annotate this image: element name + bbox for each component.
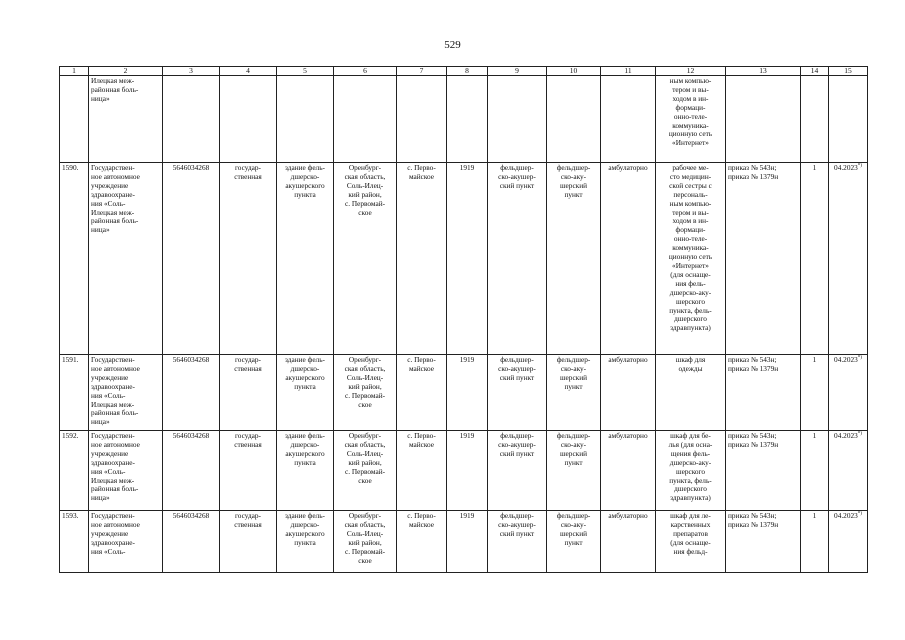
care-form: амбулаторно (608, 355, 648, 364)
settlement: с. Перво- майское (407, 355, 436, 373)
settlement-cell (397, 431, 447, 511)
ownership-form-cell (220, 76, 277, 163)
building-type-cell (277, 355, 334, 431)
building-type-cell (277, 511, 334, 573)
care-form-cell (601, 431, 656, 511)
care-form: амбулаторно (608, 431, 648, 440)
unit-name-cell (547, 76, 601, 163)
date-footnote-mark: *) (857, 355, 862, 361)
settlement: с. Перво- майское (407, 511, 436, 529)
organization-name-cell (89, 511, 163, 573)
settlement-cell (397, 511, 447, 573)
care-form-cell (601, 355, 656, 431)
build-year-cell (447, 76, 488, 163)
building-type-cell (277, 431, 334, 511)
building-type-cell (277, 163, 334, 355)
equipment-name-cell (656, 355, 726, 431)
delivery-date-cell (829, 355, 868, 431)
build-year-cell (447, 163, 488, 355)
column-number: 6 (334, 67, 397, 76)
regulatory-order: приказ № 543н; приказ № 1379н (728, 163, 779, 181)
settlement-cell (397, 355, 447, 431)
unit-name: фельдшер- ско-аку- шерский пункт (556, 431, 591, 467)
care-form-cell (601, 511, 656, 573)
unit-name-cell (547, 511, 601, 573)
address: Оренбург- ская область, Соль-Илец- кий район, с. Первомай- ское (344, 355, 386, 409)
regulatory-order-cell (726, 163, 801, 355)
row-number: 1592. (62, 431, 79, 440)
equipment-name-cell (656, 76, 726, 163)
regulatory-order-cell (726, 76, 801, 163)
settlement-cell (397, 76, 447, 163)
settlement: с. Перво- майское (407, 163, 436, 181)
ownership-form: государ- ственная (234, 163, 262, 181)
table-row (60, 355, 868, 431)
equipment-name: ным компью- тером и вы- ходом в ин- формаци- онно-теле- коммуника- ционную сеть «Интернет» (668, 76, 713, 148)
quantity: 1 (812, 431, 817, 440)
unit-type: фельдшер- ско-акушер- ский пункт (498, 355, 536, 382)
settlement: с. Перво- майское (407, 431, 436, 449)
column-number: 9 (488, 67, 547, 76)
delivery-date: 04.2023 (834, 511, 858, 520)
organization-name: Илецкая меж- районная боль- ница» (91, 76, 139, 103)
equipment-name: шкаф для ле- карственных препаратов (для оснаще- ния фельд- (670, 511, 711, 556)
column-number: 3 (163, 67, 220, 76)
page-number: 529 (444, 39, 461, 51)
equipment-name: шкаф для бе- лья (для осна- щения фель- дшерско-аку- шерского пункта, фель- дшерского здравпункта) (668, 431, 713, 503)
delivery-date-cell (829, 511, 868, 573)
delivery-date-cell (829, 431, 868, 511)
unit-type-cell (488, 76, 547, 163)
inn-code-cell (163, 76, 220, 163)
ownership-form-cell (220, 431, 277, 511)
unit-name-cell (547, 355, 601, 431)
build-year: 1919 (459, 355, 475, 364)
inn-code: 5646034268 (172, 511, 210, 520)
address-cell (334, 76, 397, 163)
row-number-cell (60, 511, 89, 573)
row-number-cell (60, 431, 89, 511)
organization-name-cell (89, 76, 163, 163)
regulatory-order: приказ № 543н; приказ № 1379н (728, 511, 779, 529)
table-row (60, 511, 868, 573)
equipment-name-cell (656, 511, 726, 573)
inn-code: 5646034268 (172, 431, 210, 440)
inn-code: 5646034268 (172, 355, 210, 364)
care-form: амбулаторно (608, 163, 648, 172)
table-row (60, 431, 868, 511)
unit-type: фельдшер- ско-акушер- ский пункт (498, 511, 536, 538)
row-number-cell (60, 355, 89, 431)
column-number: 7 (397, 67, 447, 76)
inn-code-cell (163, 355, 220, 431)
column-number: 5 (277, 67, 334, 76)
unit-name: фельдшер- ско-аку- шерский пункт (556, 511, 591, 547)
building-type: здание фель- дшерско- акушерского пункта (285, 431, 325, 467)
organization-name-cell (89, 431, 163, 511)
column-number: 15 (829, 67, 868, 76)
address-cell (334, 431, 397, 511)
build-year-cell (447, 431, 488, 511)
inn-code-cell (163, 431, 220, 511)
build-year-cell (447, 511, 488, 573)
table-row (60, 163, 868, 355)
build-year: 1919 (459, 163, 475, 172)
care-form-cell (601, 163, 656, 355)
settlement-cell (397, 163, 447, 355)
address-cell (334, 163, 397, 355)
row-number-cell (60, 163, 89, 355)
unit-name-cell (547, 431, 601, 511)
build-year-cell (447, 355, 488, 431)
unit-name: фельдшер- ско-аку- шерский пункт (556, 355, 591, 391)
unit-name-cell (547, 163, 601, 355)
column-number: 2 (89, 67, 163, 76)
regulatory-order: приказ № 543н; приказ № 1379н (728, 431, 779, 449)
address: Оренбург- ская область, Соль-Илец- кий район, с. Первомай- ское (344, 511, 386, 565)
regulatory-order-cell (726, 511, 801, 573)
unit-type-cell (488, 431, 547, 511)
quantity: 1 (812, 355, 817, 364)
column-number: 4 (220, 67, 277, 76)
unit-type: фельдшер- ско-акушер- ский пункт (498, 431, 536, 458)
unit-type: фельдшер- ско-акушер- ский пункт (498, 163, 536, 190)
delivery-date: 04.2023 (834, 163, 858, 172)
address: Оренбург- ская область, Соль-Илец- кий район, с. Первомай- ское (344, 431, 386, 485)
date-footnote-mark: *) (857, 163, 862, 169)
care-form: амбулаторно (608, 511, 648, 520)
equipment-name: рабочее ме- сто медицин- ской сестры с персональ- ным компью- тером и вы- ходом в ин- формаци- онно-теле- коммуника- ционную сеть «Интернет» (для оснаще- ния фель- дшерско-аку- шерского пункта, фель- дшерского здравпункта) (668, 163, 713, 333)
inn-code-cell (163, 163, 220, 355)
column-number: 13 (726, 67, 801, 76)
build-year: 1919 (459, 511, 475, 520)
inn-code-cell (163, 511, 220, 573)
organization-name: Государствен- ное автономное учреждение здравоохране- ния «Соль- (91, 511, 140, 556)
quantity-cell (801, 431, 829, 511)
quantity-cell (801, 163, 829, 355)
build-year: 1919 (459, 431, 475, 440)
organization-name-cell (89, 163, 163, 355)
quantity-cell (801, 511, 829, 573)
regulatory-order: приказ № 543н; приказ № 1379н (728, 355, 779, 373)
quantity-cell (801, 76, 829, 163)
unit-type-cell (488, 355, 547, 431)
delivery-date-cell (829, 163, 868, 355)
care-form-cell (601, 76, 656, 163)
organization-name: Государствен- ное автономное учреждение здравоохране- ния «Соль- Илецкая меж- районная боль- ница» (91, 431, 140, 503)
column-number-row (60, 67, 868, 76)
building-type: здание фель- дшерско- акушерского пункта (285, 163, 325, 199)
delivery-date: 04.2023 (834, 355, 858, 364)
ownership-form-cell (220, 163, 277, 355)
row-number: 1591. (62, 355, 79, 364)
register-table (59, 66, 868, 573)
column-number: 8 (447, 67, 488, 76)
date-footnote-mark: *) (857, 431, 862, 437)
delivery-date: 04.2023 (834, 431, 858, 440)
quantity: 1 (812, 163, 817, 172)
organization-name: Государствен- ное автономное учреждение здравоохране- ния «Соль- Илецкая меж- районная боль- ница» (91, 355, 140, 427)
column-number: 10 (547, 67, 601, 76)
regulatory-order-cell (726, 355, 801, 431)
address-cell (334, 355, 397, 431)
ownership-form-cell (220, 355, 277, 431)
ownership-form: государ- ственная (234, 511, 262, 529)
table-row (60, 76, 868, 163)
regulatory-order-cell (726, 431, 801, 511)
row-number-cell (60, 76, 89, 163)
inn-code: 5646034268 (172, 163, 210, 172)
unit-name: фельдшер- ско-аку- шерский пункт (556, 163, 591, 199)
building-type-cell (277, 76, 334, 163)
equipment-name-cell (656, 163, 726, 355)
unit-type-cell (488, 163, 547, 355)
address-cell (334, 511, 397, 573)
building-type: здание фель- дшерско- акушерского пункта (285, 511, 325, 547)
quantity: 1 (812, 511, 817, 520)
equipment-name-cell (656, 431, 726, 511)
date-footnote-mark: *) (857, 511, 862, 517)
row-number: 1593. (62, 511, 79, 520)
column-number: 12 (656, 67, 726, 76)
ownership-form: государ- ственная (234, 355, 262, 373)
organization-name-cell (89, 355, 163, 431)
column-number: 11 (601, 67, 656, 76)
ownership-form-cell (220, 511, 277, 573)
equipment-name: шкаф для одежды (675, 355, 706, 373)
address: Оренбург- ская область, Соль-Илец- кий район, с. Первомай- ское (344, 163, 386, 217)
quantity-cell (801, 355, 829, 431)
building-type: здание фель- дшерско- акушерского пункта (285, 355, 325, 391)
column-number: 14 (801, 67, 829, 76)
row-number: 1590. (62, 163, 79, 172)
column-number: 1 (60, 67, 89, 76)
unit-type-cell (488, 511, 547, 573)
ownership-form: государ- ственная (234, 431, 262, 449)
organization-name: Государствен- ное автономное учреждение здравоохране- ния «Соль- Илецкая меж- районная боль- ница» (91, 163, 140, 235)
delivery-date-cell (829, 76, 868, 163)
